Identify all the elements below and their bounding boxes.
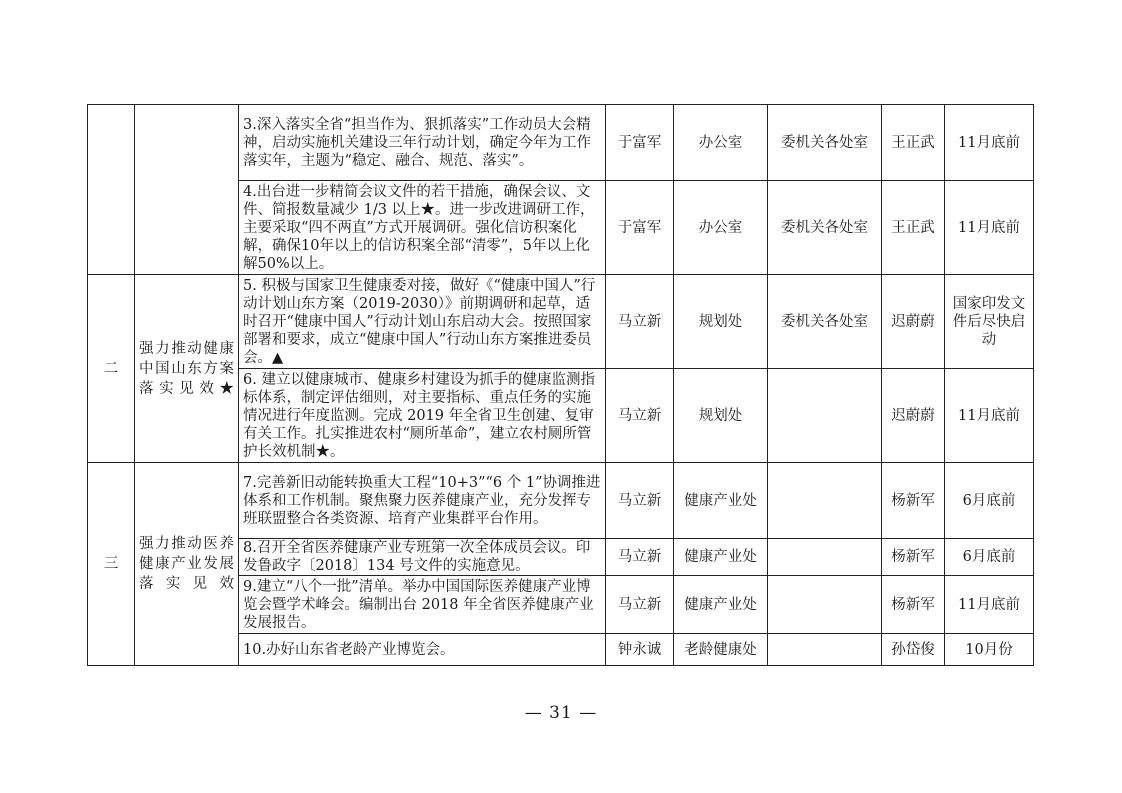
task-text: 10.办好山东省老龄产业博览会。 [239,634,606,666]
coop-dept-cell [768,539,882,576]
deadline-cell: 11月底前 [945,181,1034,275]
coop-dept-cell: 委机关各处室 [768,105,882,181]
leader-cell: 马立新 [606,369,674,463]
task-text: 7.完善新旧动能转换重大工程“10+3”“6 个 1”协调推进体系和工作机制。聚焦聚力医养健康产业，充分发挥专班联盟整合各类资源、培育产业集群平台作用。 [239,463,606,539]
lead-dept-cell: 老龄健康处 [674,634,768,666]
page-number: — 31 — [524,703,598,723]
person-cell: 杨新军 [882,539,945,576]
group-title: 强力推动健康中国山东方案落实见效★ [135,275,239,463]
group-title: 强力推动医养健康产业发展落实见效 [135,463,239,666]
group-number: 三 [88,463,135,666]
task-text: 3.深入落实全省“担当作为、狠抓落实”工作动员大会精神，启动实施机关建设三年行动计划，确定今年为工作落实年，主题为“稳定、融合、规范、落实”。 [239,105,606,181]
task-text: 9.建立“八个一批”清单。举办中国国际医养健康产业博览会暨学术峰会。编制出台 2018 年全省医养健康产业发展报告。 [239,576,606,634]
deadline-cell: 国家印发文件后尽快启动 [945,275,1034,369]
lead-dept-cell: 健康产业处 [674,576,768,634]
lead-dept-cell: 规划处 [674,275,768,369]
table-row [88,275,1034,369]
lead-dept-cell: 规划处 [674,369,768,463]
task-text: 4.出台进一步精简会议文件的若干措施，确保会议、文件、简报数量减少 1/3 以上★。进一步改进调研工作，主要采取“四不两直”方式开展调研。强化信访积案化解，确保10年以上的信访积案全部“清零”，5年以上化解50%以上。 [239,181,606,275]
person-cell: 迟蔚蔚 [882,369,945,463]
leader-cell: 钟永诚 [606,634,674,666]
person-cell: 王正武 [882,105,945,181]
deadline-cell: 6月底前 [945,463,1034,539]
task-text: 6. 建立以健康城市、健康乡村建设为抓手的健康监测指标体系，制定评估细则，对主要指标、重点任务的实施情况进行年度监测。完成 2019 年全省卫生创建、复审有关工作。扎实推进农村“厕所革命”，建立农村厕所管护长效机制★。 [239,369,606,463]
person-cell: 迟蔚蔚 [882,275,945,369]
task-text: 5. 积极与国家卫生健康委对接，做好《“健康中国人”行动计划山东方案（2019-2030）》前期调研和起草，适时召开“健康中国人”行动计划山东启动大会。按照国家部署和要求，成立“健康中国人”行动山东方案推进委员会。▲ [239,275,606,369]
coop-dept-cell [768,634,882,666]
coop-dept-cell: 委机关各处室 [768,181,882,275]
coop-dept-cell [768,576,882,634]
table-row [88,105,1034,181]
deadline-cell: 10月份 [945,634,1034,666]
leader-cell: 于富军 [606,181,674,275]
table-row [88,463,1034,539]
lead-dept-cell: 健康产业处 [674,539,768,576]
group-title [135,105,239,275]
coop-dept-cell [768,463,882,539]
leader-cell: 于富军 [606,105,674,181]
work-plan-table [87,104,1034,666]
person-cell: 孙岱俊 [882,634,945,666]
deadline-cell: 11月底前 [945,369,1034,463]
task-text: 8.召开全省医养健康产业专班第一次全体成员会议。印发鲁政字〔2018〕134 号文件的实施意见。 [239,539,606,576]
lead-dept-cell: 办公室 [674,105,768,181]
leader-cell: 马立新 [606,576,674,634]
lead-dept-cell: 健康产业处 [674,463,768,539]
person-cell: 杨新军 [882,463,945,539]
leader-cell: 马立新 [606,275,674,369]
person-cell: 王正武 [882,181,945,275]
coop-dept-cell [768,369,882,463]
deadline-cell: 11月底前 [945,576,1034,634]
deadline-cell: 6月底前 [945,539,1034,576]
group-number: 二 [88,275,135,463]
deadline-cell: 11月底前 [945,105,1034,181]
leader-cell: 马立新 [606,539,674,576]
person-cell: 杨新军 [882,576,945,634]
lead-dept-cell: 办公室 [674,181,768,275]
coop-dept-cell: 委机关各处室 [768,275,882,369]
leader-cell: 马立新 [606,463,674,539]
group-number [88,105,135,275]
